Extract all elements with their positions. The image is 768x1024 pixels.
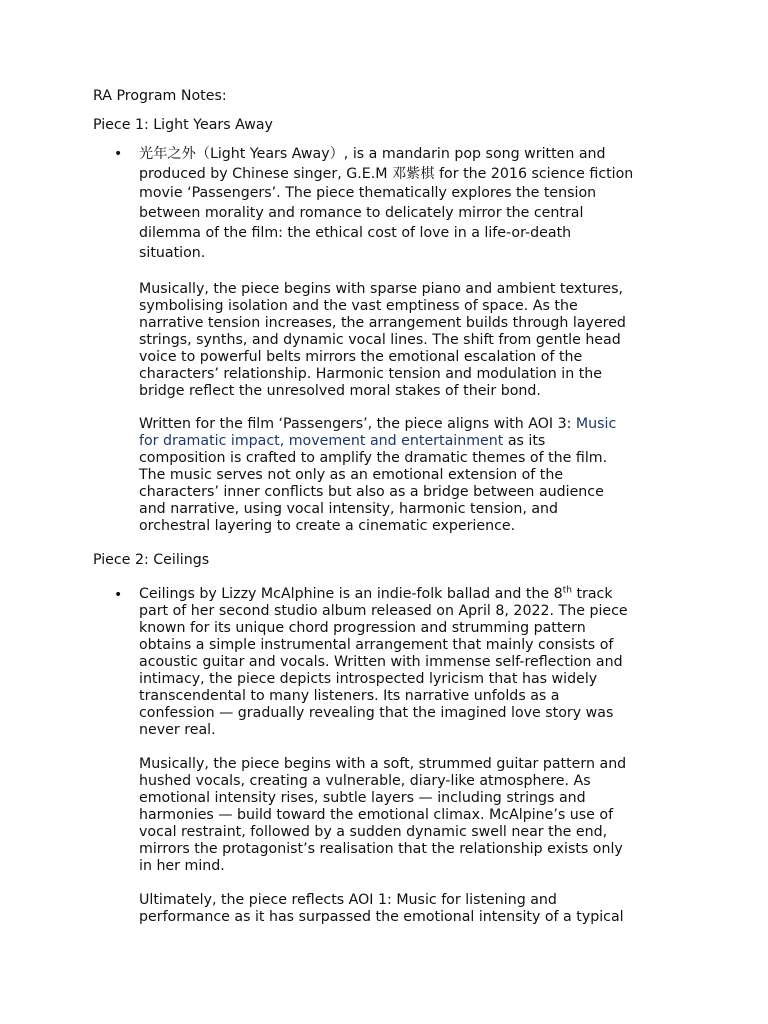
text-line: hushed vocals, creating a vulnerable, diary-like atmosphere. As [139, 773, 591, 789]
piece-1-bullet: • [114, 146, 123, 162]
piece-1-paragraph-aoi [139, 416, 684, 535]
text-line: in her mind. [139, 858, 225, 874]
text-line: composition is crafted to amplify the dramatic themes of the film. [139, 450, 608, 466]
text-line: performance as it has surpassed the emotional intensity of a typical [139, 909, 624, 925]
piece-1-heading: Piece 1: Light Years Away [93, 117, 273, 133]
text-line: never real. [139, 722, 216, 738]
text-line: Musically, the piece begins with a soft, strummed guitar pattern and [139, 756, 627, 772]
text-line: symbolising isolation and the vast emptiness of space. As the [139, 298, 578, 314]
text-line: orchestral layering to create a cinematic experience. [139, 518, 516, 534]
text-line: produced by Chinese singer, G.E.M 邓紫棋 for the 2016 science fiction [139, 165, 634, 182]
text-line: characters’ relationship. Harmonic tension and modulation in the [139, 366, 602, 382]
text-line: vocal restraint, followed by a sudden dynamic swell near the end, [139, 824, 608, 840]
text-run: track [571, 586, 613, 602]
text-line [139, 586, 684, 603]
text-line: obtains a simple instrumental arrangement that mainly consists of [139, 637, 614, 653]
text-line: emotional intensity rises, subtle layers — including strings and [139, 790, 586, 806]
piece-2-bullet: • [114, 587, 123, 603]
text-line: Musically, the piece begins with sparse piano and ambient textures, [139, 281, 624, 297]
text-line: confession — gradually revealing that the imagined love story was [139, 705, 614, 721]
text-line: harmonies — build toward the emotional climax. McAlpine’s use of [139, 807, 614, 823]
piece-1-paragraph-intro [139, 145, 684, 263]
piece-2-paragraph-aoi [139, 892, 684, 926]
text-run: as its [503, 433, 546, 449]
ordinal-suffix: th [562, 585, 572, 596]
text-line: movie ‘Passengers’. The piece thematically explores the tension [139, 185, 597, 202]
text-run: Written for the film ‘Passengers’, the piece aligns with AOI 3: [139, 416, 576, 432]
text-run: Ceilings by Lizzy McAlphine is an indie-folk ballad and the 8 [139, 586, 563, 602]
text-line [139, 433, 684, 450]
text-line: characters’ inner conflicts but also as a bridge between audience [139, 484, 604, 500]
text-line: narrative tension increases, the arrangement builds through layered [139, 315, 626, 331]
text-line: between morality and romance to delicately mirror the central [139, 205, 584, 222]
text-line: dilemma of the film: the ethical cost of love in a life-or-death [139, 224, 572, 241]
aoi-3-link[interactable]: Music [575, 416, 617, 432]
text-line: bridge reflect the unresolved moral stakes of their bond. [139, 383, 541, 399]
text-line: 光年之外（Light Years Away）, is a mandarin pop song written and [139, 146, 606, 162]
text-line: and narrative, using vocal intensity, harmonic tension, and [139, 501, 559, 517]
text-line: voice to powerful belts mirrors the emotional escalation of the [139, 349, 583, 365]
document-title: RA Program Notes: [93, 88, 227, 104]
text-line: mirrors the protagonist’s realisation that the relationship exists only [139, 841, 623, 857]
text-line: known for its unique chord progression and strumming pattern [139, 620, 586, 636]
text-line [139, 416, 684, 433]
aoi-3-link[interactable]: for dramatic impact, movement and entertainment [139, 433, 504, 449]
text-line: The music serves not only as an emotional extension of the [139, 467, 564, 483]
text-line: situation. [139, 244, 206, 261]
text-line: Ultimately, the piece reflects AOI 1: Music for listening and [139, 892, 557, 908]
text-line: transcendental to many listeners. Its narrative unfolds as a [139, 688, 560, 704]
piece-2-paragraph-intro [139, 586, 684, 739]
text-line: part of her second studio album released on April 8, 2022. The piece [139, 603, 628, 619]
piece-2-paragraph-musical [139, 756, 684, 875]
text-line: strings, synths, and dynamic vocal lines. The shift from gentle head [139, 332, 621, 348]
text-line: intimacy, the piece depicts introspected lyricism that has widely [139, 671, 598, 687]
piece-1-paragraph-musical [139, 281, 684, 400]
piece-2-heading: Piece 2: Ceilings [93, 552, 210, 568]
text-line: acoustic guitar and vocals. Written with immense self-reflection and [139, 654, 623, 670]
